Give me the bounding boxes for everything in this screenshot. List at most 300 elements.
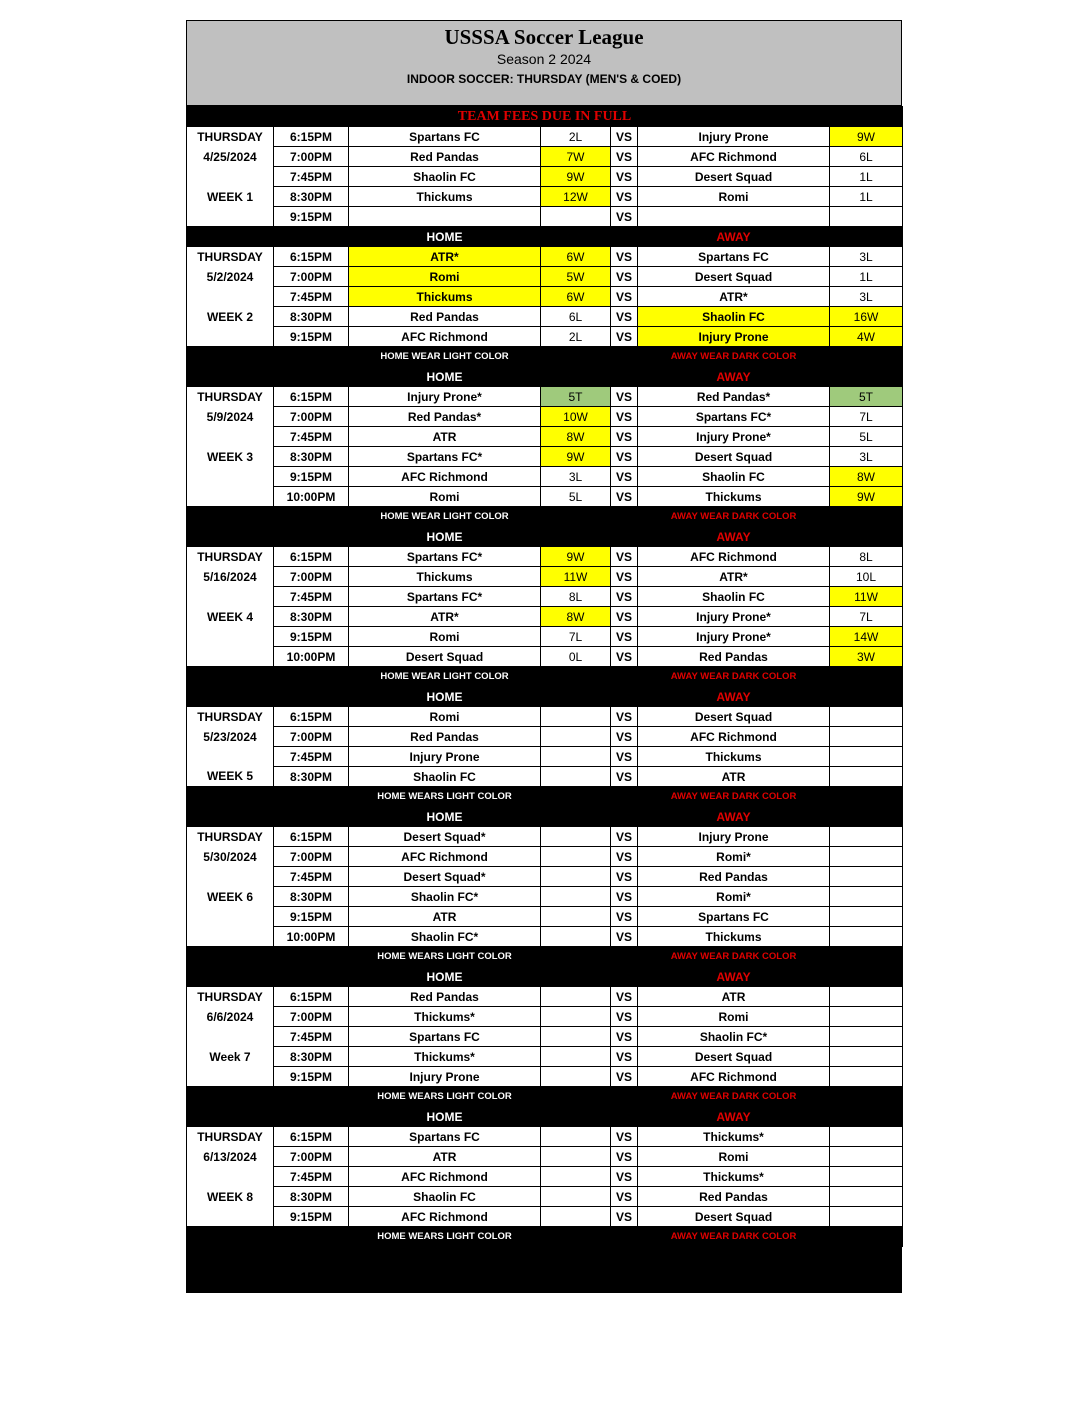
away-score: 7L bbox=[830, 407, 903, 427]
home-team: Red Pandas bbox=[349, 307, 541, 327]
game-row bbox=[187, 167, 903, 187]
home-team: Spartans FC* bbox=[349, 547, 541, 567]
band-spacer bbox=[541, 1107, 611, 1127]
away-team: Red Pandas bbox=[638, 647, 830, 667]
home-team: ATR bbox=[349, 427, 541, 447]
vs-label: VS bbox=[611, 1167, 638, 1187]
home-team: Desert Squad* bbox=[349, 867, 541, 887]
home-team: Shaolin FC bbox=[349, 1187, 541, 1207]
game-row bbox=[187, 1007, 903, 1027]
wear-band bbox=[187, 507, 903, 527]
band-spacer bbox=[187, 507, 274, 527]
away-score: 5T bbox=[830, 387, 903, 407]
game-time: 8:30PM bbox=[274, 1187, 349, 1207]
home-team: Injury Prone bbox=[349, 1067, 541, 1087]
band-spacer bbox=[187, 347, 274, 367]
day-cell bbox=[187, 907, 274, 927]
game-time: 7:45PM bbox=[274, 167, 349, 187]
band-spacer bbox=[187, 687, 274, 707]
away-team: Injury Prone* bbox=[638, 627, 830, 647]
home-team: Spartans FC bbox=[349, 1127, 541, 1147]
band-spacer bbox=[830, 1107, 903, 1127]
home-score bbox=[541, 867, 611, 887]
home-score bbox=[541, 887, 611, 907]
week-label: WEEK 8 bbox=[187, 1187, 274, 1207]
band-spacer bbox=[541, 367, 611, 387]
wear-band bbox=[187, 347, 903, 367]
schedule-sheet bbox=[186, 20, 902, 1293]
homeaway-band bbox=[187, 687, 903, 707]
homeaway-away-label: AWAY bbox=[638, 1107, 830, 1127]
game-row bbox=[187, 487, 903, 507]
vs-label: VS bbox=[611, 187, 638, 207]
band-spacer bbox=[611, 507, 638, 527]
home-score: 2L bbox=[541, 127, 611, 147]
home-score: 9W bbox=[541, 547, 611, 567]
away-score bbox=[830, 727, 903, 747]
game-time: 6:15PM bbox=[274, 707, 349, 727]
away-team: Shaolin FC bbox=[638, 307, 830, 327]
band-spacer bbox=[274, 227, 349, 247]
away-team: ATR* bbox=[638, 567, 830, 587]
away-team: Spartans FC bbox=[638, 247, 830, 267]
game-time: 6:15PM bbox=[274, 1127, 349, 1147]
away-score bbox=[830, 1187, 903, 1207]
band-spacer bbox=[187, 807, 274, 827]
away-score: 1L bbox=[830, 167, 903, 187]
game-row bbox=[187, 567, 903, 587]
vs-label: VS bbox=[611, 547, 638, 567]
away-score bbox=[830, 887, 903, 907]
footer-band bbox=[186, 1247, 902, 1293]
day-label: THURSDAY bbox=[187, 1127, 274, 1147]
home-score bbox=[541, 1147, 611, 1167]
day-cell bbox=[187, 327, 274, 347]
game-row bbox=[187, 147, 903, 167]
band-spacer bbox=[611, 1107, 638, 1127]
home-score bbox=[541, 1067, 611, 1087]
vs-label: VS bbox=[611, 1027, 638, 1047]
homeaway-home-label: HOME bbox=[349, 367, 541, 387]
away-team: Thickums bbox=[638, 927, 830, 947]
vs-label: VS bbox=[611, 987, 638, 1007]
home-team: AFC Richmond bbox=[349, 1207, 541, 1227]
day-label: THURSDAY bbox=[187, 247, 274, 267]
band-spacer bbox=[187, 967, 274, 987]
date-label: 6/6/2024 bbox=[187, 1007, 274, 1027]
away-score: 6L bbox=[830, 147, 903, 167]
game-row bbox=[187, 387, 903, 407]
homeaway-away-label: AWAY bbox=[638, 807, 830, 827]
home-team: Injury Prone bbox=[349, 747, 541, 767]
week-label: WEEK 6 bbox=[187, 887, 274, 907]
vs-label: VS bbox=[611, 727, 638, 747]
homeaway-band bbox=[187, 527, 903, 547]
wear-home-label: HOME WEAR LIGHT COLOR bbox=[349, 507, 541, 527]
game-time: 9:15PM bbox=[274, 207, 349, 227]
band-spacer bbox=[541, 347, 611, 367]
away-team: Desert Squad bbox=[638, 707, 830, 727]
home-team: Injury Prone* bbox=[349, 387, 541, 407]
away-team: Spartans FC* bbox=[638, 407, 830, 427]
away-team: ATR bbox=[638, 767, 830, 787]
band-spacer bbox=[274, 687, 349, 707]
away-score bbox=[830, 1007, 903, 1027]
away-team: Injury Prone bbox=[638, 327, 830, 347]
homeaway-band bbox=[187, 967, 903, 987]
home-score: 8W bbox=[541, 427, 611, 447]
band-spacer bbox=[187, 1227, 274, 1247]
band-spacer bbox=[187, 1107, 274, 1127]
home-team: Red Pandas bbox=[349, 987, 541, 1007]
home-score: 8W bbox=[541, 607, 611, 627]
home-team: AFC Richmond bbox=[349, 327, 541, 347]
game-row bbox=[187, 547, 903, 567]
game-row bbox=[187, 767, 903, 787]
band-spacer bbox=[830, 947, 903, 967]
home-score bbox=[541, 707, 611, 727]
game-time: 8:30PM bbox=[274, 887, 349, 907]
band-spacer bbox=[187, 1087, 274, 1107]
home-score bbox=[541, 847, 611, 867]
game-time: 7:00PM bbox=[274, 407, 349, 427]
day-cell bbox=[187, 587, 274, 607]
game-time: 7:45PM bbox=[274, 1167, 349, 1187]
game-row bbox=[187, 1147, 903, 1167]
away-score bbox=[830, 1147, 903, 1167]
vs-label: VS bbox=[611, 1207, 638, 1227]
date-label: 6/13/2024 bbox=[187, 1147, 274, 1167]
band-spacer bbox=[611, 967, 638, 987]
band-spacer bbox=[830, 227, 903, 247]
home-score bbox=[541, 1007, 611, 1027]
band-spacer bbox=[830, 347, 903, 367]
band-spacer bbox=[541, 947, 611, 967]
away-team: Desert Squad bbox=[638, 267, 830, 287]
home-team: AFC Richmond bbox=[349, 1167, 541, 1187]
band-spacer bbox=[187, 787, 274, 807]
away-team: Romi* bbox=[638, 847, 830, 867]
band-spacer bbox=[541, 507, 611, 527]
home-score: 2L bbox=[541, 327, 611, 347]
wear-away-label: AWAY WEAR DARK COLOR bbox=[638, 507, 830, 527]
vs-label: VS bbox=[611, 707, 638, 727]
band-spacer bbox=[830, 807, 903, 827]
away-score: 10L bbox=[830, 567, 903, 587]
home-team: AFC Richmond bbox=[349, 847, 541, 867]
home-team: ATR* bbox=[349, 607, 541, 627]
day-label: THURSDAY bbox=[187, 827, 274, 847]
vs-label: VS bbox=[611, 1127, 638, 1147]
vs-label: VS bbox=[611, 567, 638, 587]
day-cell bbox=[187, 427, 274, 447]
vs-label: VS bbox=[611, 827, 638, 847]
vs-label: VS bbox=[611, 1147, 638, 1167]
band-spacer bbox=[611, 367, 638, 387]
game-row bbox=[187, 867, 903, 887]
game-row bbox=[187, 1207, 903, 1227]
game-time: 8:30PM bbox=[274, 607, 349, 627]
away-score bbox=[830, 1027, 903, 1047]
game-time: 9:15PM bbox=[274, 327, 349, 347]
home-score: 0L bbox=[541, 647, 611, 667]
home-score: 6W bbox=[541, 287, 611, 307]
home-score bbox=[541, 747, 611, 767]
home-team: Thickums bbox=[349, 567, 541, 587]
vs-label: VS bbox=[611, 147, 638, 167]
day-label: THURSDAY bbox=[187, 387, 274, 407]
band-spacer bbox=[274, 507, 349, 527]
wear-home-label: HOME WEARS LIGHT COLOR bbox=[349, 947, 541, 967]
vs-label: VS bbox=[611, 1187, 638, 1207]
band-spacer bbox=[274, 527, 349, 547]
game-time: 7:45PM bbox=[274, 427, 349, 447]
day-label: THURSDAY bbox=[187, 707, 274, 727]
wear-home-label: HOME WEARS LIGHT COLOR bbox=[349, 787, 541, 807]
home-team: Red Pandas* bbox=[349, 407, 541, 427]
away-score bbox=[830, 1207, 903, 1227]
vs-label: VS bbox=[611, 647, 638, 667]
away-score bbox=[830, 867, 903, 887]
date-label: 4/25/2024 bbox=[187, 147, 274, 167]
vs-label: VS bbox=[611, 167, 638, 187]
home-score: 5W bbox=[541, 267, 611, 287]
league-header bbox=[186, 20, 902, 106]
home-score: 11W bbox=[541, 567, 611, 587]
day-label: THURSDAY bbox=[187, 127, 274, 147]
band-spacer bbox=[541, 227, 611, 247]
band-spacer bbox=[541, 687, 611, 707]
game-row bbox=[187, 127, 903, 147]
vs-label: VS bbox=[611, 607, 638, 627]
away-score bbox=[830, 1127, 903, 1147]
game-time: 6:15PM bbox=[274, 547, 349, 567]
game-row bbox=[187, 267, 903, 287]
home-score: 8L bbox=[541, 587, 611, 607]
band-spacer bbox=[274, 1227, 349, 1247]
game-time: 8:30PM bbox=[274, 1047, 349, 1067]
game-row bbox=[187, 1027, 903, 1047]
home-team: Spartans FC bbox=[349, 1027, 541, 1047]
away-score bbox=[830, 707, 903, 727]
home-score: 6W bbox=[541, 247, 611, 267]
date-label: 5/9/2024 bbox=[187, 407, 274, 427]
game-time: 9:15PM bbox=[274, 467, 349, 487]
home-score: 5T bbox=[541, 387, 611, 407]
band-spacer bbox=[830, 1087, 903, 1107]
away-score: 1L bbox=[830, 187, 903, 207]
home-score bbox=[541, 207, 611, 227]
band-spacer bbox=[830, 667, 903, 687]
vs-label: VS bbox=[611, 627, 638, 647]
home-score: 12W bbox=[541, 187, 611, 207]
away-team: Desert Squad bbox=[638, 447, 830, 467]
week-label: WEEK 1 bbox=[187, 187, 274, 207]
division-label: INDOOR SOCCER: THURSDAY (MEN'S & COED) bbox=[406, 72, 682, 86]
game-row bbox=[187, 207, 903, 227]
homeaway-home-label: HOME bbox=[349, 527, 541, 547]
vs-label: VS bbox=[611, 907, 638, 927]
vs-label: VS bbox=[611, 927, 638, 947]
away-team: Romi* bbox=[638, 887, 830, 907]
game-time: 7:00PM bbox=[274, 267, 349, 287]
game-time: 7:45PM bbox=[274, 287, 349, 307]
game-row bbox=[187, 447, 903, 467]
game-row bbox=[187, 987, 903, 1007]
home-score bbox=[541, 1127, 611, 1147]
game-time: 7:00PM bbox=[274, 727, 349, 747]
away-team: Thickums bbox=[638, 747, 830, 767]
vs-label: VS bbox=[611, 427, 638, 447]
day-cell bbox=[187, 487, 274, 507]
band-spacer bbox=[274, 967, 349, 987]
game-row bbox=[187, 1187, 903, 1207]
away-score bbox=[830, 847, 903, 867]
away-team: Injury Prone* bbox=[638, 607, 830, 627]
vs-label: VS bbox=[611, 1007, 638, 1027]
game-time: 9:15PM bbox=[274, 627, 349, 647]
home-team: Thickums bbox=[349, 187, 541, 207]
home-score bbox=[541, 827, 611, 847]
day-cell bbox=[187, 287, 274, 307]
band-spacer bbox=[274, 947, 349, 967]
game-row bbox=[187, 827, 903, 847]
homeaway-home-label: HOME bbox=[349, 967, 541, 987]
wear-band bbox=[187, 1087, 903, 1107]
wear-away-label: AWAY WEAR DARK COLOR bbox=[638, 667, 830, 687]
home-team: Red Pandas bbox=[349, 147, 541, 167]
vs-label: VS bbox=[611, 267, 638, 287]
game-time: 10:00PM bbox=[274, 487, 349, 507]
vs-label: VS bbox=[611, 767, 638, 787]
wear-home-label: HOME WEAR LIGHT COLOR bbox=[349, 347, 541, 367]
game-time: 7:00PM bbox=[274, 147, 349, 167]
day-cell bbox=[187, 627, 274, 647]
game-time: 7:45PM bbox=[274, 1027, 349, 1047]
band-spacer bbox=[541, 1087, 611, 1107]
game-row bbox=[187, 427, 903, 447]
away-score bbox=[830, 207, 903, 227]
wear-home-label: HOME WEARS LIGHT COLOR bbox=[349, 1227, 541, 1247]
band-spacer bbox=[611, 1087, 638, 1107]
homeaway-home-label: HOME bbox=[349, 1107, 541, 1127]
vs-label: VS bbox=[611, 867, 638, 887]
home-team: Shaolin FC bbox=[349, 767, 541, 787]
homeaway-home-label: HOME bbox=[349, 227, 541, 247]
home-team: ATR* bbox=[349, 247, 541, 267]
week-label: WEEK 2 bbox=[187, 307, 274, 327]
away-team: AFC Richmond bbox=[638, 727, 830, 747]
band-spacer bbox=[611, 947, 638, 967]
home-team: ATR bbox=[349, 1147, 541, 1167]
game-row bbox=[187, 407, 903, 427]
vs-label: VS bbox=[611, 307, 638, 327]
band-spacer bbox=[541, 527, 611, 547]
away-team: Injury Prone bbox=[638, 827, 830, 847]
vs-label: VS bbox=[611, 467, 638, 487]
homeaway-band bbox=[187, 367, 903, 387]
band-spacer bbox=[541, 787, 611, 807]
away-team: Shaolin FC bbox=[638, 587, 830, 607]
vs-label: VS bbox=[611, 407, 638, 427]
band-spacer bbox=[830, 507, 903, 527]
away-team: Desert Squad bbox=[638, 1207, 830, 1227]
away-team: Red Pandas bbox=[638, 1187, 830, 1207]
home-score bbox=[541, 907, 611, 927]
band-spacer bbox=[274, 347, 349, 367]
game-time: 6:15PM bbox=[274, 247, 349, 267]
season-label: Season 2 2024 bbox=[496, 51, 592, 67]
schedule-table bbox=[186, 106, 903, 1247]
game-row bbox=[187, 727, 903, 747]
vs-label: VS bbox=[611, 847, 638, 867]
away-team: Injury Prone* bbox=[638, 427, 830, 447]
wear-home-label: HOME WEAR LIGHT COLOR bbox=[349, 667, 541, 687]
game-row bbox=[187, 1127, 903, 1147]
home-score bbox=[541, 1027, 611, 1047]
home-score: 5L bbox=[541, 487, 611, 507]
game-row bbox=[187, 1047, 903, 1067]
game-time: 7:00PM bbox=[274, 1147, 349, 1167]
day-cell bbox=[187, 167, 274, 187]
away-score bbox=[830, 1167, 903, 1187]
vs-label: VS bbox=[611, 447, 638, 467]
band-spacer bbox=[830, 527, 903, 547]
game-time: 7:00PM bbox=[274, 567, 349, 587]
vs-label: VS bbox=[611, 1047, 638, 1067]
away-team: Romi bbox=[638, 1007, 830, 1027]
home-team: Romi bbox=[349, 487, 541, 507]
day-cell bbox=[187, 1067, 274, 1087]
away-score: 9W bbox=[830, 487, 903, 507]
vs-label: VS bbox=[611, 1067, 638, 1087]
home-team: Romi bbox=[349, 707, 541, 727]
vs-label: VS bbox=[611, 327, 638, 347]
home-score: 9W bbox=[541, 167, 611, 187]
game-row bbox=[187, 747, 903, 767]
band-spacer bbox=[830, 1227, 903, 1247]
wear-band bbox=[187, 667, 903, 687]
game-row bbox=[187, 287, 903, 307]
vs-label: VS bbox=[611, 207, 638, 227]
game-time: 8:30PM bbox=[274, 307, 349, 327]
home-team bbox=[349, 207, 541, 227]
home-score bbox=[541, 1167, 611, 1187]
homeaway-band bbox=[187, 1107, 903, 1127]
vs-label: VS bbox=[611, 387, 638, 407]
day-label: THURSDAY bbox=[187, 987, 274, 1007]
day-cell bbox=[187, 207, 274, 227]
vs-label: VS bbox=[611, 487, 638, 507]
game-time: 8:30PM bbox=[274, 447, 349, 467]
band-spacer bbox=[274, 1087, 349, 1107]
day-cell bbox=[187, 1027, 274, 1047]
homeaway-home-label: HOME bbox=[349, 807, 541, 827]
away-score bbox=[830, 1047, 903, 1067]
homeaway-band bbox=[187, 807, 903, 827]
game-row bbox=[187, 587, 903, 607]
week-label: WEEK 5 bbox=[187, 767, 274, 787]
home-team: Red Pandas bbox=[349, 727, 541, 747]
game-row bbox=[187, 187, 903, 207]
home-team: Shaolin FC* bbox=[349, 927, 541, 947]
away-team: Red Pandas* bbox=[638, 387, 830, 407]
game-row bbox=[187, 247, 903, 267]
day-cell bbox=[187, 747, 274, 767]
game-row bbox=[187, 707, 903, 727]
away-score bbox=[830, 907, 903, 927]
away-team: ATR* bbox=[638, 287, 830, 307]
